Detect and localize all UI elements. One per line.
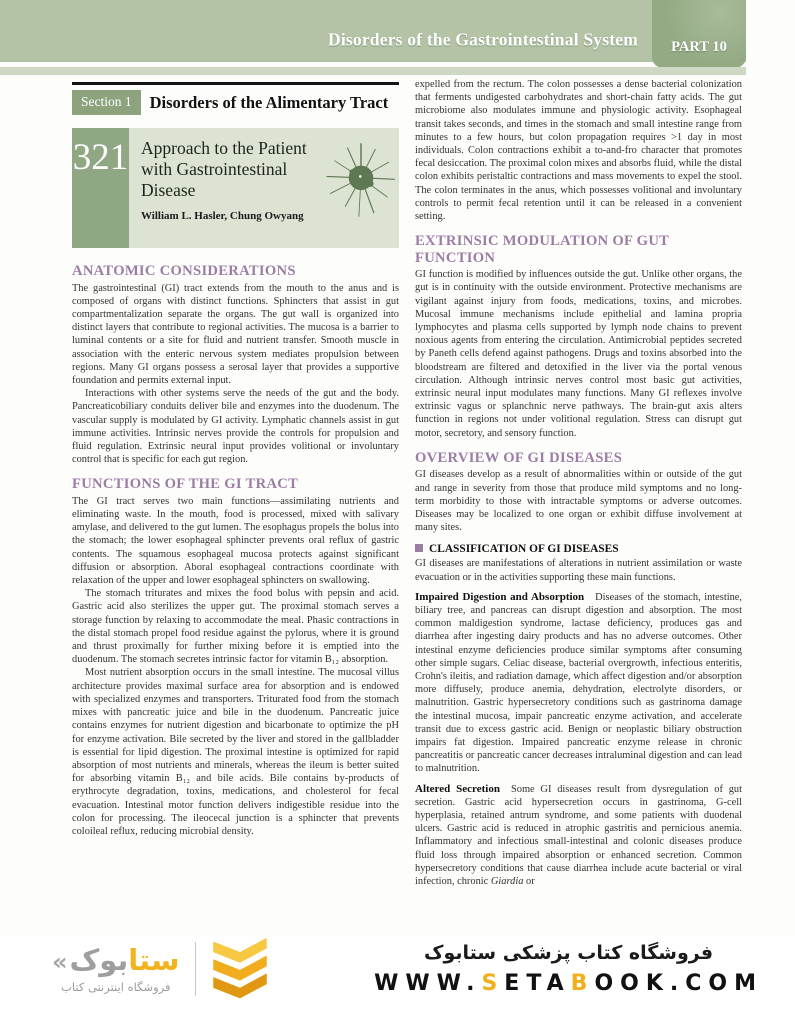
guillemet-mark-icon: « bbox=[52, 947, 68, 976]
part-title: Disorders of the Gastrointestinal System bbox=[327, 29, 638, 50]
paragraph: GI diseases develop as a result of abnormalities within or outside of the gut and range in severity from those that produce mild symptoms and no long-term morbidity to those with intractable symptoms or adverse outcomes. Diseases may be localized to one organ or exhibit diffuse involvement at many sites. bbox=[415, 469, 742, 534]
header-accent-strip bbox=[0, 67, 746, 75]
chapter-title-panel bbox=[129, 128, 399, 248]
chapter-authors: William L. Hasler, Chung Owyang bbox=[141, 210, 304, 222]
logo-tagline: فروشگاه اینترنتی کتاب bbox=[61, 979, 171, 994]
right-column bbox=[415, 78, 742, 940]
logo-wordmark-block bbox=[52, 942, 180, 994]
bookstore-title: فروشگاه کتاب پزشکی ستابوک bbox=[424, 942, 714, 964]
section-title: Disorders of the Alimentary Tract bbox=[149, 93, 389, 112]
heading-anatomic-considerations: ANATOMIC CONSIDERATIONS bbox=[72, 263, 296, 279]
heading-functions-gi-tract: FUNCTIONS OF THE GI TRACT bbox=[72, 476, 299, 493]
left-column bbox=[72, 78, 399, 940]
bookstore-text-block bbox=[374, 942, 763, 996]
footer-divider bbox=[195, 942, 196, 996]
chapter-header-box bbox=[72, 128, 399, 248]
chapter-number: 321 bbox=[72, 128, 129, 248]
heading-extrinsic-modulation: EXTRINSIC MODULATION OF GUT FUNCTION bbox=[415, 233, 669, 266]
paragraph: GI function is modified by influences outside the gut. Unlike other organs, the gut is in continuity with the outside environment. Protective mechanisms are vigilant against injury from foods, medications, toxins, and microbes. Mucosal immune mechanisms include epithelial and lamina propria lymphocytes and plasma cells supported by lymph node chains to prevent noxious agents from entering the circulation. Antimicrobial peptides secreted by Paneth cells defend against pathogens. Drugs and toxins absorbed into the bloodstream are filtered and detoxified in the liver via the portal venous circulation. Although intrinsic nerves control most basic gut activities, extrinsic neural input modulates many functions. Many GI reflexes involve extrinsic vagus or splanchnic nerve pathways. The brain-gut axis alters function in regions not under volitional regulation. Stress can disrupt gut motor, secretory, and sensory function. bbox=[415, 269, 742, 439]
runin-heading: Impaired Digestion and Absorption bbox=[415, 590, 585, 603]
runin-heading: Altered Secretion bbox=[415, 782, 500, 795]
square-bullet-icon bbox=[415, 544, 423, 552]
chevron-emblem-icon bbox=[211, 934, 269, 1004]
part-header-band bbox=[0, 0, 746, 62]
paragraph-altered-secretion: Altered Secretion Some GI diseases result from dysregulation of gut secretion. Gastric acid hypersecretion occurs in gastrinoma, G-cell hyperplasia, retained antrum syndrome, and some patients with duodenal ulcers. Gastric acid is reduced in atrophic gastritis and pernicious anemia. Inflammatory and infectious small-intestinal and colonic diseases produce fluid loss through impaired absorption or enhanced secretion. Common hypersecretory conditions that cause diarrhea include acute bacterial or viral infection, chronic Giardia or bbox=[415, 782, 742, 888]
paragraph-impaired-digestion: Impaired Digestion and Absorption Diseases of the stomach, intestine, biliary tree, and pancreas can disrupt digestion and absorption. The most common maldigestion syndrome, lactase deficiency, produces gas and diarrhea after ingesting dairy products and has no adverse outcomes. Other intestinal enzyme deficiencies produce similar symptoms after consuming other simple sugars. Celiac disease, bacterial overgrowth, infectious enteritis, Crohn's ileitis, and radiation damage, which affect digestion and/or absorption more diffusely, produce anemia, dehydration, electrolyte disorders, or malnutrition. Gastric hypersecretory conditions such as gastrinoma damage the intestinal mucosa, impair pancreatic enzyme activation, and accelerate transit due to excess gastric acid. Benign or neoplastic biliary obstruction impairs fat digestion. Impaired pancreatic enzyme release in chronic pancreatitis or pancreatic cancer decreases intraluminal digestion and can lead to malnutrition. bbox=[415, 590, 742, 775]
heading-overview-gi-diseases: OVERVIEW OF GI DISEASES bbox=[415, 449, 623, 466]
page-body bbox=[72, 78, 742, 940]
paragraph: Most nutrient absorption occurs in the small intestine. The mucosal villus architecture provides maximal surface area for absorption and is endowed with specialized enzymes and transporters. Triturated food from the stomach mixes with pancreatic juice and bile in the duodenum. Pancreatic juice contains enzymes for nutrient digestion and bicarbonate to optimize the pH for enzyme activation. Bile secreted by the liver and stored in the gallbladder is essential for lipid digestion. The proximal intestine is optimized for rapid absorption of most nutrients and minerals, whereas the ileum is better suited for absorbing vitamin B₁₂ and bile acids. Bile contains by-products of erythrocyte degradation, toxins, medications, and cholesterol for fecal evacuation. Intestinal motor function delivers indigestible residue into the colon for processing. The ileocecal junction is a sphincter that prevents coloileal reflux, reducing microbial density. bbox=[72, 667, 399, 837]
paragraph: The stomach triturates and mixes the food bolus with pepsin and acid. Gastric acid also sterilizes the upper gut. The proximal stomach serves a storage function by relaxing to accommodate the meal. Phasic contractions in the distal stomach propel food residue against the pylorus, where it is ground and thrust proximally for further mixing before it is emptied into the duodenum. The stomach secretes intrinsic factor for vitamin B₁₂ absorption. bbox=[72, 588, 399, 666]
bookstore-footer bbox=[0, 936, 795, 1010]
paragraph: GI diseases are manifestations of alterations in nutrient assimilation or waste evacuation or in the activities supporting these main functions. bbox=[415, 558, 742, 583]
italic-term: Giardia bbox=[490, 876, 524, 888]
paragraph: The GI tract serves two main functions—assimilating nutrients and eliminating waste. In the mouth, food is processed, mixed with salivary amylase, and delivered to the gut lumen. The esophagus propels the bolus into the stomach; the lower esophageal sphincter prevents oral reflux of gastric contents. The squamous esophageal mucosa protects against significant diffusion or absorption. Aboral esophageal contractions coordinate with relaxation of the upper and lower esophageal sphincters on swallowing. bbox=[72, 495, 399, 587]
paragraph: Interactions with other systems serve the needs of the gut and the body. Pancreaticobiliary conduits deliver bile and enzymes into the duodenum. The vascular supply is modulated by GI activity. Lymphatic channels assist in gut immune activities. Intrinsic nerves provide the controls for propulsion and fluid regulation. Extrinsic neural input provides volitional or involuntary control that is specific for each gut region. bbox=[72, 388, 399, 466]
logo-wordmark: « ستابوک bbox=[52, 942, 180, 977]
ink-splatter-icon bbox=[325, 138, 397, 222]
heading-classification: CLASSIFICATION OF GI DISEASES bbox=[415, 543, 742, 555]
section-number-badge: Section 1 bbox=[72, 90, 141, 115]
chapter-title: Approach to the Patient with Gastrointestinal Disease bbox=[141, 138, 307, 200]
paragraph: The gastrointestinal (GI) tract extends from the mouth to the anus and is composed of organs with distinct functions. Sphincters that assist in gut compartmentalization separate the organs. The gut wall is organized into distinct layers that contribute to regional activities. The mucosa is a barrier to luminal contents or a site for fluid and nutrient transfer. Smooth muscle in association with the enteric nervous system mediates propulsion between regions. Many GI organs possess a serosal layer that provides a supportive foundation and permits external input. bbox=[72, 282, 399, 386]
part-number-tab bbox=[652, 0, 746, 68]
website-url: WWW.SETABOOK.COM bbox=[374, 971, 763, 996]
setabook-logo bbox=[52, 936, 269, 1002]
paragraph-continued: expelled from the rectum. The colon possesses a dense bacterial colonization that ferments undigested carbohydrates and short-chain fatty acids. The gut microbiome also modulates immune and physiologic activity. Esophageal transit takes seconds, and times in the stomach and small intestine range from minutes to a few hours, but colon propagation requires >1 day in most individuals. Colon contractions exhibit a to-and-fro character that promotes fecal desiccation. The proximal colon mixes and absorbs fluid, while the distal colon exhibits peristaltic contractions and mass movements to expel the stool. The colon terminates in the anus, which possesses volitional and involuntary controls to permit fecal retention until it can be released in a convenient setting. bbox=[415, 79, 742, 223]
part-number-label: PART 10 bbox=[671, 39, 727, 55]
section-heading bbox=[72, 82, 399, 115]
